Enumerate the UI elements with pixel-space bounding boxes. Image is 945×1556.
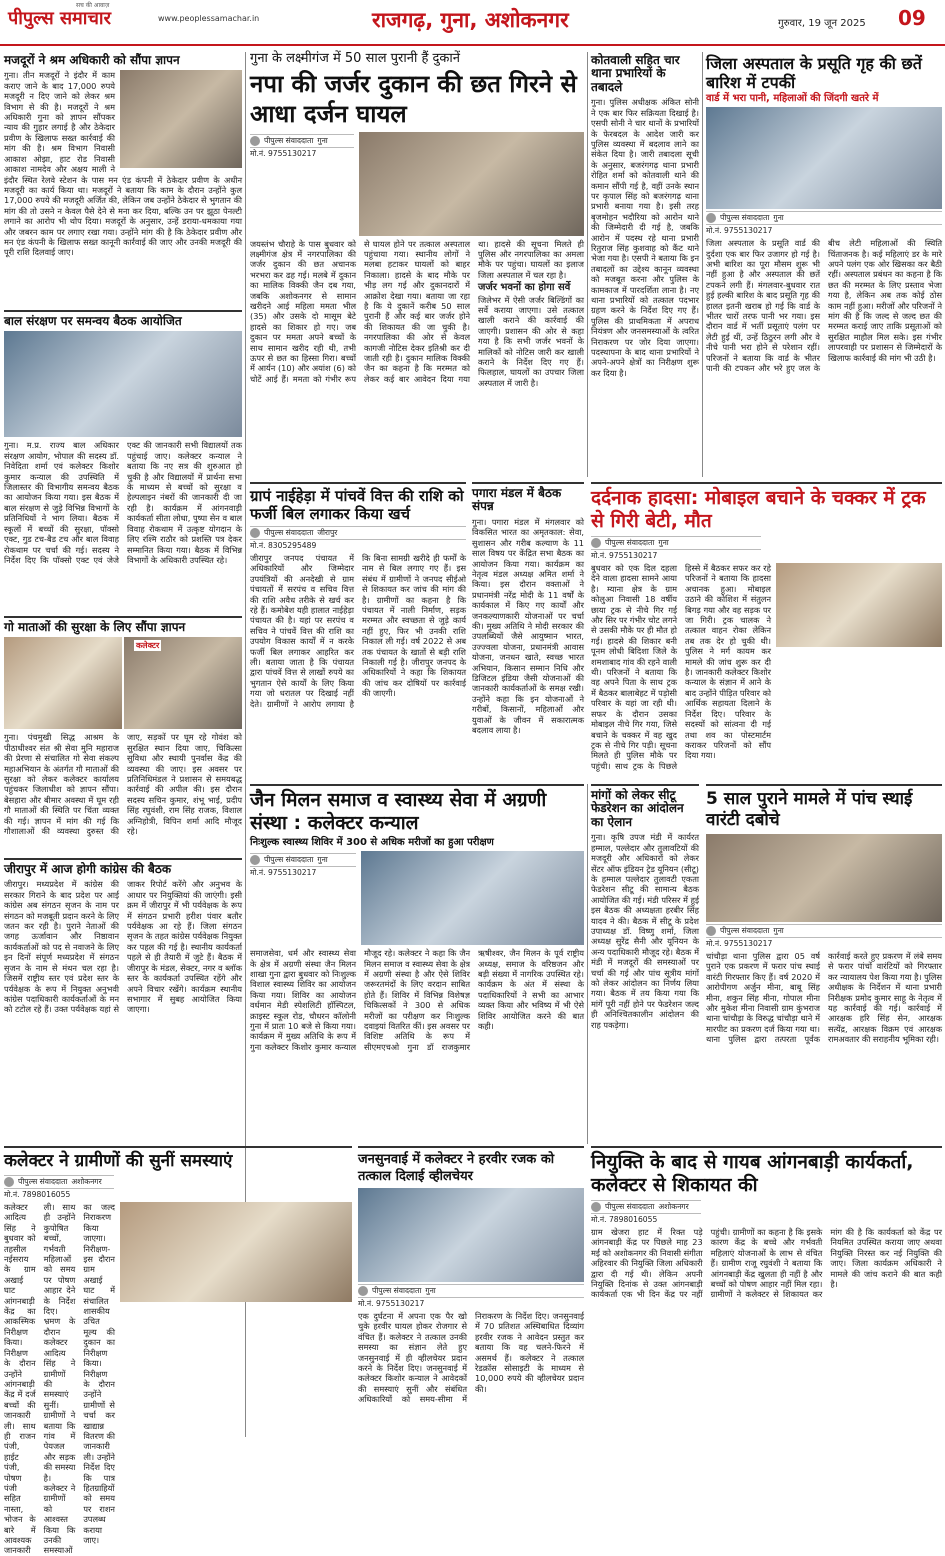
photo-collapsed-shop	[359, 132, 584, 236]
article-truck-accident	[591, 482, 942, 778]
headline: दर्दनाक हादसा: मोबाइल बचाने के चक्कर में ट्रक से गिरी बेटी, मौत	[591, 487, 926, 532]
headline: ग्रापं नाईहेड़ा में पांचवें वित्त की राशि को फर्जी बिल लगाकर किया खर्च	[250, 487, 464, 523]
article-body: गुना। तीन मजदूरों ने इंदौर में काम कराए जाने के बाद 17,000 रुपये मजदूरी न दिए जाने को लेकर श्रम विभाग से की है। मजदूरों ने श्रम अधिकारी गुना को ज्ञापन सौंपकर न्याय की गुहार लगाई है और ठेकेदार प्रवीण के खिलाफ सख्त कार्रवाई की मांग की है। श्रम विभाग निवासी आकाश ओझा, हाट रोड निवासी आकाश नामदेव और अक्षय माली ने इंदौर स्थित रेलवे स्टेशन के पास मन एंड कंपनी में ठेकेदार प्रवीण के अधीन मजदूरी का कार्य किया था। मजदूरों ने बताया कि काम के दौरान उन्होंने कुल 17,000 रुपये की मजदूरी अर्जित की, लेकिन जब उन्होंने ठेकेदार से भुगतान की मांग की तो उसने न केवल पैसे देने से मना कर दिया, बल्कि उन पर झूठा पेनल्टी लगाने का आरोप भी थोप दिया। मजदूरों के अनुसार, उन्हें डराया-धमकाया गया और जबरन काम पर लगाए रखा गया। उन्होंने मांग की है कि ठेकेदार प्रवीण और मन एंड कंपनी के खिलाफ सख्त कानूनी कार्रवाई की जाए और उनकी मजदूरी की पूरी राशि दिलवाई जाए।	[4, 70, 242, 258]
article-labour-memorandum	[4, 54, 242, 302]
issue-date: गुरुवार, 19 जून 2025	[778, 18, 866, 29]
headline: गो माताओं की सुरक्षा के लिए सौंपा ज्ञापन	[4, 620, 186, 634]
article-wheelchair	[358, 1146, 584, 1438]
headline: 5 साल पुराने मामले में पांच स्थाई वारंटी दबोचे	[706, 789, 913, 830]
reporter-mobile: मो.नं. 7898016055	[591, 1215, 658, 1224]
article-anganwadi-worker	[591, 1146, 942, 1438]
headline: नपा की जर्जर दुकान की छत गिरने से आधा दर्जन घायल	[250, 69, 577, 128]
article-citu-federation	[591, 784, 699, 1144]
article-body: जयस्तंभ चौराहे के पास बुधवार को लक्ष्मीगंज क्षेत्र में नगरपालिका की जर्जर दुकान की छत अचानक भरभरा कर ढह गई। मलबे में दुकान का मालिक विक्की जैन दब गया, जबकि अशोकनगर से सामान खरीदने आई महिला ममता भील (35) और उसके दो मासूम बेटे हादसे का शिकार हो गए। जब दुकान पर ममता अपने बच्चों के साथ सामान खरीद रही थी, तभी ऊपर से छत का हिस्सा गिरा। बच्चों में आर्यन (10) और अयांश (6) को चोटें आई हैं। ममता को गंभीर रूप से घायल होने पर तत्काल अस्पताल पहुंचाया गया। स्थानीय लोगों ने मलबा हटाकर घायलों को बाहर निकाला। हादसे के बाद मौके पर भीड़ लग गई और दुकानदारों में आक्रोश देखा गया। बताया जा रहा है कि ये दुकानें करीब 50 साल पुरानी हैं और कई बार जर्जर होने की शिकायत की जा चुकी है। नगरपालिका की ओर से केवल कागजी नोटिस देकर इतिश्री कर दी जाती रही है। दुकान मालिक विक्की जैन का कहना है कि मरम्मत को लेकर कई बार आवेदन दिया गया था। हादसे की सूचना मिलते ही पुलिस और नगरपालिका का अमला मौके पर पहुंचा। घायलों का इलाज जिला अस्पताल में चल रहा है। जर्जर भवनों का होगा सर्वे जिलेभर में ऐसी जर्जर बिल्डिंगों का सर्वे कराया जाएगा। उसे तत्काल खाली कराने की कार्रवाई की जाएगी। प्रशासन की ओर से कहा गया है कि सभी जर्जर भवनों के मालिकों को नोटिस जारी कर खाली कराने के निर्देश दिए गए हैं। फिलहाल, घायलों का उपचार जिला अस्पताल में जारी है।	[250, 238, 584, 388]
reporter-avatar	[706, 213, 716, 223]
reporter-mobile: मो.नं. 9755130217	[591, 551, 658, 560]
photo-accident-family	[776, 563, 942, 647]
reporter-avatar	[706, 926, 716, 936]
byline: पीपुल्स संवाददाता गुना	[706, 211, 942, 225]
byline: पीपुल्स संवाददाता गुना	[358, 1284, 584, 1298]
article-body: गुना। पुलिस अधीक्षक अंकित सोनी ने एक बार फिर सक्रियता दिखाई है। एसपी सोनी ने चार थानों के प्रभारियों के फेरबदल के आदेश जारी कर पुलिस व्यवस्था में बदलाव लाने का संकेत दिया है। जारी तबादला सूची के अनुसार, बजरंगगढ़ थाना प्रभारी रोहित शर्मा को कोतवाली थाने की कमान सौंपी गई है, वहीं उनके स्थान पर कृपाल सिंह को बजरंगगढ़ थाना प्रभारी बनाया गया है। इसी तरह बृजमोहन भदौरिया को आरोन थाने की जिम्मेदारी दी गई है, जबकि आरोन में पदस्थ रहे थाना प्रभारी रितुराज सिंह कुशवाह को कैंट थाने भेजा गया है। एसपी ने बताया कि इन तबादलों का उद्देश्य कानून व्यवस्था को मजबूत करना और पुलिस के कामकाज में पारदर्शिता लाना है। नए थाना प्रभारियों को तत्काल पदभार ग्रहण करने के निर्देश दिए गए हैं। पुलिस की प्राथमिकता में अपराध नियंत्रण और जनसमस्याओं के त्वरित निराकरण पर जोर दिया जाएगा। पदस्थापना के बाद थाना प्रभारियों ने अपने-अपने क्षेत्रों का निरीक्षण शुरू कर दिया है।	[591, 97, 699, 378]
byline: पीपुल्स संवाददाता अशोकनगर	[591, 1200, 701, 1214]
article-body: गुना। पगारा मंडल में मंगलवार को विकसित भारत का अमृतकाल: सेवा, सुशासन और गरीब कल्याण के 11 साल विषय पर केंद्रित सभा बैठक का आयोजन किया गया। कार्यक्रम का नेतृत्व मंडल अध्यक्ष अमित शर्मा ने किया। इस दौरान वक्ताओं ने प्रधानमंत्री नरेंद्र मोदी के 11 वर्षों के कार्यकाल में किए गए कार्यों और जनकल्याणकारी योजनाओं पर चर्चा की। मुख्य अतिथि ने मोदी सरकार की उपलब्धियों जैसे आयुष्मान भारत, उज्ज्वला योजना, प्रधानमंत्री आवास योजना, जनधन खाते, स्वच्छ भारत अभियान, किसान सम्मान निधि और डिजिटल इंडिया जैसी योजनाओं की जानकारी कार्यकर्ताओं के समक्ष रखी। उन्होंने कहा कि इन योजनाओं ने गरीबों, किसानों, महिलाओं और युवाओं के जीवन में सकारात्मक बदलाव लाया है।	[472, 516, 584, 735]
logo-tagline: सच की आवाज़	[76, 2, 110, 9]
byline: पीपुल्स संवाददाता जीरापुर	[250, 526, 466, 540]
photo-memorandum	[4, 637, 242, 729]
article-congress-meeting	[4, 858, 242, 1138]
reporter-mobile: मो.नं. 7898016055	[4, 1190, 71, 1199]
column-rule	[587, 784, 588, 1144]
page-number: 09	[898, 6, 926, 30]
headline: मांगों को लेकर सीटू फेडरेशन का आंदोलन का ऐलान	[591, 788, 684, 829]
subheading: जर्जर भवनों का होगा सर्वे	[478, 282, 571, 294]
subheadline: वार्ड में भरा पानी, महिलाओं की जिंदगी खतरे में	[706, 93, 879, 104]
photo-banner-text: कलेक्टर	[136, 641, 160, 651]
photo-health-camp	[361, 851, 584, 945]
headline: कलेक्टर ने ग्रामीणों की सुनीं समस्याएं	[4, 1151, 233, 1171]
reporter-avatar	[250, 855, 260, 865]
reporter-mobile: मो.नं. 8305295489	[250, 541, 317, 550]
byline: पीपुल्स संवाददाता गुना	[250, 134, 354, 148]
photo-arrested-accused	[706, 834, 942, 922]
masthead	[0, 0, 945, 46]
article-body: गुना। पंचमुखी सिद्ध आश्रम के पीठाधीश्वर संत श्री सेवा मुनि महाराज की प्रेरणा से संचालित गो सेवा संकल्प महाअभियान के अंतर्गत गौ माताओं की सुरक्षा को लेकर कलेक्टर कार्यालय पहुंचकर जिलाधीश को ज्ञापन सौंपा। बेसहारा और बीमार अवस्था में घूम रही गौ माताओं की स्थिति पर चिंता व्यक्त की गई। ज्ञापन में मांग की गई कि गौशालाओं की व्यवस्था दुरुस्त की जाए, सड़कों पर घूम रहे गोवंश को सुरक्षित स्थान दिया जाए, चिकित्सा सुविधा और स्थायी पुनर्वास केंद्र की व्यवस्था की जाए। इस अवसर पर प्रतिनिधिमंडल ने प्रशासन से समयबद्ध कार्रवाई की अपील की। इस दौरान सदस्य सचिन कुमार, शंभू भाई, प्रदीप सिंह रघुवंशी, राम सिंह राजक, विशाल अग्निहोत्री, विपिन शर्मा आदि मौजूद रहे।	[4, 732, 242, 837]
article-warrantees-arrested	[706, 784, 942, 1144]
article-body: एक दुर्घटना में अपना एक पैर खो चुके हरवीर घायल होकर रोजगार से वंचित हैं। कलेक्टर ने तत्काल उनकी समस्या का संज्ञान लेते हुए जनसुनवाई में ही व्हीलचेयर प्रदान करने के निर्देश दिए। जनसुनवाई में कलेक्टर किशोर कन्याल ने आवेदकों की समस्याएं सुनीं और संबंधित अधिकारियों को समय-सीमा में निराकरण के निर्देश दिए। जनसुनवाई में 70 प्रतिशत अस्थिबाधित दिव्यांग हरवीर रजक ने आवेदन प्रस्तुत कर बताया कि वह चलने-फिरने में असमर्थ हैं। कलेक्टर ने तत्काल रेडक्रॉस सोसाइटी के माध्यम से 10,000 रुपये की व्हीलचेयर प्रदान की।	[358, 1311, 584, 1405]
reporter-avatar	[4, 1177, 14, 1187]
article-body: समाजसेवा, धर्म और स्वास्थ्य सेवा के क्षेत्र में अग्रणी संस्था जैन मिलन शाखा गुना द्वारा बुधवार को निःशुल्क विशाल स्वास्थ्य शिविर का आयोजन किया गया। शिविर का आयोजन वर्धमान मेडी स्पेशलिटी हॉस्पिटल, क्राइस्ट स्कूल रोड, चौधरन कॉलोनी गुना में प्रातः 10 बजे से किया गया। कार्यक्रम में मुख्य अतिथि के रूप में गुना कलेक्टर किशोर कुमार कन्याल मौजूद रहे। कलेक्टर ने कहा कि जैन मिलन समाज व स्वास्थ्य सेवा के क्षेत्र में अग्रणी संस्था है और ऐसे शिविर जरूरतमंदों के लिए वरदान साबित होते हैं। शिविर में विभिन्न विशेषज्ञ चिकित्सकों ने 300 से अधिक मरीजों का परीक्षण कर निःशुल्क दवाइयां वितरित कीं। इस अवसर पर विशिष्ट अतिथि के रूप में सीएमएचओ गुना डॉ राजकुमार ऋषीश्वर, जैन मिलन के पूर्व राष्ट्रीय अध्यक्ष, समाज के वरिष्ठजन और बड़ी संख्या में नागरिक उपस्थित रहे। कार्यक्रम के अंत में संस्था के पदाधिकारियों ने सभी का आभार व्यक्त किया और भविष्य में भी ऐसे शिविर आयोजित करने की बात कही।	[250, 948, 584, 1052]
article-body: कलेक्टर आदित्य सिंह ने बुधवार को तहसील नईसराय के ग्राम अखाई घाट आंगनबाड़ी केंद्र का आकस्मिक निरीक्षण किया। निरीक्षण के दौरान उन्होंने आंगनबाड़ी केंद्र में दर्ज बच्चों की जानकारी ली। साथ ही राजन पंजी, हाईट पंजी, पोषण पंजी सहित नास्ता, भोजन के बारे में आवश्यक जानकारी ली। साथ ही उन्होंने कुपोषित बच्चों, गर्भवती महिलाओं को समय पर पोषण आहार देने के निर्देश दिए। भ्रमण के दौरान कलेक्टर आदित्य सिंह ने ग्रामीणों की समस्याएं सुनीं। ग्रामीणों ने बताया कि गांव में पेयजल और सड़क की समस्या है। कलेक्टर ने ग्रामीणों को आश्वस्त किया कि उनकी समस्याओं का जल्द निराकरण किया जाएगा। निरीक्षण-इस दौरान ग्राम अखाई घाट में संचालित शासकीय उचित मूल्य की दुकान का निरीक्षण किया। निरीक्षण के दौरान उन्होंने ग्रामीणों से चर्चा कर खाद्यान्न वितरण की जानकारी ली। उन्होंने निर्देश दिए कि पात्र हितग्राहियों को समय पर राशन उपलब्ध कराया जाए।	[4, 1202, 115, 1556]
article-body: गुना। कृषि उपज मंडी में कार्यरत हम्माल, पल्लेदार और तुलावटियों की मजदूरी और अधिकारों को लेकर सेंटर ऑफ इंडियन ट्रेड यूनियन (सीटू) के हम्माल पल्लेदार तुलावटी एकता फेडरेशन सीटू की सामान्य बैठक आयोजित की गई। मंडी परिसर में हुई इस बैठक की अध्यक्षता हरबीर सिंह यादव ने की। बैठक में सीटू के प्रदेश उपाध्यक्ष डॉ. विष्णु शर्मा, जिला अध्यक्ष सुरेंद्र सैनी और यूनियन के अन्य पदाधिकारी मौजूद रहे। बैठक में मंडी में मजदूरों की समस्याओं पर चर्चा की गई और पांच सूत्रीय मांगों को लेकर आंदोलन का निर्णय लिया गया। बैठक में तय किया गया कि मांगें पूरी नहीं होने पर फेडरेशन जल्द ही अनिश्चितकालीन आंदोलन की राह पकड़ेगा।	[591, 832, 699, 1030]
headline: बाल संरक्षण पर समन्वय बैठक आयोजित	[4, 314, 182, 328]
column-rule	[587, 52, 588, 477]
subheadline: निःशुल्क स्वास्थ्य शिविर में 300 से अधिक मरीजों का हुआ परीक्षण	[250, 837, 494, 848]
reporter-avatar	[250, 136, 260, 146]
headline: पगारा मंडल में बैठक संपन्न	[472, 486, 562, 514]
reporter-avatar	[591, 538, 601, 548]
article-body: जीरापुर जनपद पंचायत में अधिकारियों और जिम्मेदार उपयंत्रियों की अनदेखी से ग्राम पंचायतों में सरपंच व सचिव वित्त की राशि अवैध तरीके से खर्च कर रहे हैं। कमोबेश यही हालात नाईहेड़ा पंचायत की है। यहां पर सरपंच व सचिव ने पांचवें वित्त की राशि का उपयोग विकास कार्यों में न करके फर्जी बिल लगाकर आहरित कर ली। बताया जाता है कि पंचायत द्वारा पांचवें वित्त से लाखों रुपये का भुगतान ऐसे कार्यों के लिए किया गया जो धरातल पर दिखाई नहीं देते। ग्रामीणों ने आरोप लगाया है कि बिना सामग्री खरीदे ही फर्मों के नाम से बिल लगाए गए हैं। इस संबंध में ग्रामीणों ने जनपद सीईओ से शिकायत कर जांच की मांग की है। ग्रामीणों का कहना है कि पंचायत में नाली निर्माण, सड़क मरम्मत और स्वच्छता से जुड़े कार्य नहीं हुए, फिर भी उनकी राशि निकाल ली गई। वर्ष 2022 से अब तक पंचायत के खातों से बड़ी राशि निकाली गई है। जीरापुर जनपद के अधिकारियों ने कहा कि शिकायत की जांच कर दोषियों पर कार्रवाई की जाएगी।	[250, 553, 466, 709]
article-pagara-meeting	[472, 482, 584, 778]
article-body: जिला अस्पताल के प्रसूति वार्ड की दुर्दशा एक बार फिर उजागर हो गई है। अभी बारिश का पूरा मौसम शुरू भी नहीं हुआ है और अस्पताल की छतें टपकने लगी हैं। मंगलवार-बुधवार रात हुई हल्की बारिश के बाद प्रसूति गृह की हालत इतनी खराब हो गई कि वार्ड के भीतर चारों तरफ पानी भर गया। इस दौरान वार्ड में भर्ती प्रसूताएं पलंग पर लेटी हुई थीं, उन्हें ठिठुरन लगी और वे नीचे पानी भरा होने से परेशान रहीं। परिजनों ने बताया कि वार्ड के भीतर पानी की टपकन और भरे हुए जल के बीच लेटी महिलाओं की स्थिति चिंताजनक है। कई महिलाएं डर के मारे अपने पलंग एक ओर खिसका कर बैठी रहीं। अस्पताल प्रबंधन का कहना है कि छत की मरम्मत के लिए प्रस्ताव भेजा गया है, लेकिन अब तक कोई ठोस काम नहीं हुआ। मरीजों और परिजनों ने मांग की है कि जल्द से जल्द छत की मरम्मत कराई जाए ताकि प्रसूताओं को सुरक्षित माहौल मिल सके। इस गंभीर लापरवाही पर प्रशासन से जिम्मेदारों के खिलाफ कार्रवाई की मांग भी उठी है।	[706, 238, 942, 374]
column-rule	[702, 52, 703, 477]
reporter-mobile: मो.नं. 9755130217	[250, 868, 317, 878]
article-body: गुना। म.प्र. राज्य बाल अधिकार संरक्षण आयोग, भोपाल की सदस्य डॉ. निवेदिता शर्मा एवं कलेक्टर किशोर कुमार कन्याल की उपस्थिति में जिलास्तर की विभागीय समन्वय बैठक का आयोजन किया गया। इस बैठक में बाल संरक्षण से जुड़े विभिन्न विभागों के प्रतिनिधियों ने भाग लिया। बैठक में स्कूलों में बच्चों की सुरक्षा, पॉक्सो एक्ट, गुड टच-बैड टच और बाल विवाह रोकथाम पर चर्चा की गई। सदस्य ने निर्देश दिए कि पॉक्सो एक्ट एवं जेजे एक्ट की जानकारी सभी विद्यालयों तक पहुंचाई जाए। कलेक्टर कन्याल ने बताया कि नए सत्र की शुरुआत हो चुकी है और विद्यालयों में प्रार्थना सभा के माध्यम से बच्चों को सुरक्षा व हेल्पलाइन नंबरों की जानकारी दी जा रही है। कार्यक्रम में आंगनवाड़ी कार्यकर्ता सीता लोधा, पुष्पा सेन व बाल विवाह रोकथाम में उत्कृष्ट योगदान के लिए रश्मि राठौर को प्रशस्ति पत्र देकर सम्मानित किया गया। बैठक में विभिन्न विभागों के अधिकारी उपस्थित रहे।	[4, 440, 242, 565]
headline: जैन मिलन समाज व स्वास्थ्य सेवा में अग्रणी संस्था : कलेक्टर कन्याल	[250, 789, 547, 834]
reporter-mobile: मो.नं. 9755130217	[706, 939, 773, 948]
edition-title: राजगढ़, गुना, अशोकनगर	[372, 8, 569, 32]
article-body: बुधवार को एक दिल दहला देने वाला हादसा सामने आया है। म्याना क्षेत्र के ग्राम कोलुआ निवासी 18 वर्षीय छाया ट्रक से नीचे गिर गई और सिर पर गंभीर चोट लगने से उसकी मौके पर ही मौत हो गई। हादसे की शिकार बनी पूनम लोधी बिदिशा जिले के शमशाबाद गांव की रहने वाली थी। परिजनों ने बताया कि वह अपने पिता के साथ ट्रक में बैठकर बालाबेहट में पड़ोसी परिवार के यहां जा रही थी। सफर के दौरान उसका मोबाइल नीचे गिर गया, जिसे बचाने के चक्कर में वह खुद ट्रक से नीचे गिर पड़ी। सूचना मिलते ही पुलिस मौके पर पहुंची। साथ ट्रक के पिछले हिस्से में बैठकर सफर कर रहे परिजनों ने बताया कि हादसा अचानक हुआ। मोबाइल उठाने की कोशिश में संतुलन बिगड़ गया और वह सड़क पर जा गिरी। ट्रक चालक ने तत्काल वाहन रोका लेकिन तब तक देर हो चुकी थी। पुलिस ने मर्ग कायम कर मामले की जांच शुरू कर दी है। जानकारी कलेक्टर किशोर कन्याल के संज्ञान में आने के बाद उन्होंने पीड़ित परिवार को आर्थिक सहायता दिलाने के निर्देश दिए। परिवार के सदस्यों को सांत्वना दी गई तथा शव का पोस्टमार्टम कराकर परिजनों को सौंप दिया गया।	[591, 563, 771, 771]
byline: पीपुल्स संवाददाता गुना	[250, 853, 356, 867]
website[interactable]: www.peoplessamachar.in	[158, 14, 260, 23]
reporter-avatar	[250, 528, 260, 538]
reporter-mobile: मो.नं. 9755130217	[706, 226, 773, 236]
photo-labourers	[120, 70, 242, 168]
article-health-camp	[250, 784, 584, 1144]
headline: कोतवाली सहित चार थाना प्रभारियों के तबादले	[591, 53, 680, 94]
article-body: ग्राम खेजरा हाट में रिक्त पड़े आंगनबाड़ी केंद्र पर पिछले माह 23 मई को अशोकनगर की निवासी संगीता अहिरवार की नियुक्ति जिला अधिकारी द्वारा दी गई थी। लेकिन अपनी नियुक्ति दिनांक से उक्त आंगनबाड़ी कार्यकर्ता एक भी दिन केंद्र पर नहीं पहुंची। ग्रामीणों का कहना है कि इसके कारण केंद्र के बच्चे और गर्भवती महिलाएं योजनाओं के लाभ से वंचित हैं। ग्रामीण राजू रघुवंशी ने बताया कि आंगनबाड़ी केंद्र खुलता ही नहीं है और बच्चों को पोषण आहार नहीं मिल रहा। ग्रामीणों ने कलेक्टर से शिकायत कर मांग की है कि कार्यकर्ता को केंद्र पर नियमित उपस्थित कराया जाए अथवा नियुक्ति निरस्त कर नई नियुक्ति की जाए। जिला कार्यक्रम अधिकारी ने मामले की जांच कराने की बात कही है।	[591, 1227, 942, 1300]
article-fake-bills	[250, 482, 466, 778]
article-hospital-leak	[706, 54, 942, 477]
headline: जीरापुर में आज होगी कांग्रेस की बैठक	[4, 862, 172, 876]
article-police-transfers	[591, 54, 699, 477]
article-body: जीरापुर। मध्यप्रदेश में कांग्रेस की सरकार गिराने के बाद प्रदेश पर आई कांग्रेस अब संगठन सृजन के नाम पर संगठन को मजबूती प्रदान करने के लिए जतन कर रही है। पुराने नेताओं की जगह ऊर्जावान और निष्ठावान कार्यकर्ताओं को पद से नवाजने के लिए इन दिनों संपूर्ण मध्यप्रदेश में संगठन सृजन के नाम से मंथन चल रहा है। जिसमें राष्ट्रीय स्तर एवं प्रदेश स्तर के पर्यवेक्षक के रूप में नियुक्त अनुभवी कांग्रेस पदाधिकारी कार्यकर्ताओं के मन को टटोल रहे हैं। उक्त पर्यवेक्षक यहां से जाकर रिपोर्ट करेंगे और अनुभव के आधार पर नियुक्तियां की जाएंगी। इसी क्रम में जीरापुर में भी पर्यवेक्षक के रूप में संगठन प्रभारी हरीश पंवार बतौर पर्यवेक्षक आ रहे हैं। जिला संगठन सृजन के तहत कांग्रेस पर्यवेक्षक नियुक्त कर पहल की गई है। स्थानीय कार्यकर्ता पहले से ही तैयारी में जुटे हैं। बैठक में जीरापुर के मंडल, सेक्टर, नगर व ब्लॉक स्तर के कार्यकर्ता उपस्थित रहेंगे और अपने विचार रखेंगे। कार्यक्रम स्थानीय सभागार में सुबह आयोजित किया जाएगा।	[4, 879, 242, 1015]
logo: पीपुल्स समाचार	[8, 8, 111, 29]
byline: पीपुल्स संवाददाता अशोकनगर	[4, 1175, 114, 1189]
reporter-mobile: मो.नं. 9755130217	[358, 1299, 425, 1308]
reporter-avatar	[591, 1202, 601, 1212]
photo-wheelchair	[358, 1188, 584, 1282]
article-cow-protection	[4, 616, 242, 852]
article-shop-roof-collapse	[250, 52, 584, 477]
reporter-avatar	[358, 1286, 368, 1296]
article-body: चांचौड़ा थाना पुलिस द्वारा 05 वर्ष पुराने एक प्रकरण में फरार पांच स्थाई वारंटी गिरफ्तार किए हैं। वर्ष 2020 में आरोपीगण अर्जुन मीना, बाबू सिंह मीना, शकुन सिंह मीना, गोपाल मीना और मुकेश मीना निवासी ग्राम कुंभराज थाना चांचौड़ा के विरुद्ध चांचौड़ा थाने में मारपीट का प्रकरण दर्ज किया गया था। थाना पुलिस द्वारा तत्परता पूर्वक कार्रवाई करते हुए प्रकरण में लंबे समय से फरार पांचों वारंटियों को गिरफ्तार कर न्यायालय पेश किया गया है। पुलिस अधीक्षक के निर्देशन में थाना प्रभारी निरीक्षक प्रमोद कुमार साहू के नेतृत्व में यह कार्रवाई की गई। कार्रवाई में आरक्षक हरि सिंह सेन, आरक्षक सत्येंद्र, आरक्षक विक्रम एवं आरक्षक रामअवतार की सराहनीय भूमिका रही।	[706, 951, 942, 1045]
headline: मजदूरों ने श्रम अधिकारी को सौंपा ज्ञापन	[4, 53, 180, 67]
byline: पीपुल्स संवाददाता गुना	[591, 536, 761, 550]
photo-hospital-ward	[706, 107, 942, 209]
photo-meeting	[4, 331, 242, 437]
article-child-protection	[4, 310, 242, 610]
kicker: गुना के लक्ष्मीगंज में 50 साल पुरानी हैं दुकानें	[250, 51, 460, 66]
headline: जनसुनवाई में कलेक्टर ने हरवीर रजक को तत्काल दिलाई व्हीलचेयर	[358, 1152, 555, 1184]
byline: पीपुल्स संवाददाता गुना	[706, 924, 942, 938]
photo-collector-villagers	[120, 1202, 352, 1302]
reporter-mobile: मो.नं. 9755130217	[250, 148, 317, 158]
article-collector-villagers	[4, 1146, 352, 1556]
headline: नियुक्ति के बाद से गायब आंगनबाड़ी कार्यकर्ता, कलेक्टर से शिकायत की	[591, 1151, 914, 1196]
headline: जिला अस्पताल के प्रसूति गृह की छतें बारिश में टपकीं	[706, 54, 922, 92]
